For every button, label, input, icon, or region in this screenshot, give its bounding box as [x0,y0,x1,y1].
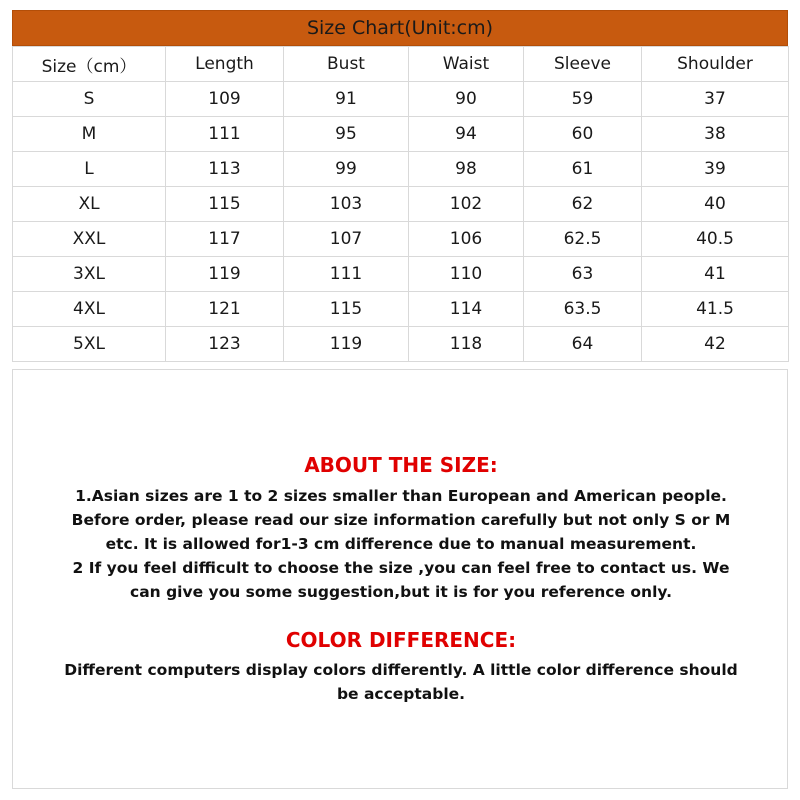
table-cell: 117 [166,222,284,257]
table-row [13,152,789,187]
table-cell: 99 [284,152,409,187]
table-cell: XXL [13,222,166,257]
table-header-row [13,47,789,82]
table-cell: 3XL [13,257,166,292]
table-cell: 37 [642,82,789,117]
about-size-line: 1.Asian sizes are 1 to 2 sizes smaller than European and American people. [75,487,727,505]
table-cell: 40 [642,187,789,222]
table-cell: 62 [524,187,642,222]
size-table [12,46,789,362]
size-chart [12,10,788,362]
table-cell: 115 [284,292,409,327]
table-cell: 61 [524,152,642,187]
about-size-line: can give you some suggestion,but it is for you reference only. [130,583,672,601]
table-cell: 110 [409,257,524,292]
table-cell: 118 [409,327,524,362]
table-cell: 103 [284,187,409,222]
color-difference-heading: COLOR DIFFERENCE: [285,628,517,652]
table-row [13,327,789,362]
table-cell: 41.5 [642,292,789,327]
about-size-line: etc. It is allowed for1-3 cm difference due to manual measurement. [105,535,697,553]
table-cell: S [13,82,166,117]
table-cell: 107 [284,222,409,257]
column-header-bust: Bust [284,47,409,82]
about-size-line: Before order, please read our size information carefully but not only S or M [71,511,731,529]
table-cell: 62.5 [524,222,642,257]
table-cell: 90 [409,82,524,117]
table-cell: 4XL [13,292,166,327]
column-header-sleeve: Sleeve [524,47,642,82]
table-cell: 111 [166,117,284,152]
color-difference-line: be acceptable. [336,685,466,703]
column-header-size: Size（cm） [13,47,166,82]
table-cell: 41 [642,257,789,292]
table-row [13,187,789,222]
column-header-length: Length [166,47,284,82]
column-header-waist: Waist [409,47,524,82]
table-cell: 95 [284,117,409,152]
table-cell: 111 [284,257,409,292]
size-info-panel [12,369,788,789]
table-row [13,257,789,292]
table-row [13,117,789,152]
table-cell: 106 [409,222,524,257]
color-difference-line: Different computers display colors differently. A little color difference should [64,661,738,679]
table-cell: 119 [166,257,284,292]
table-cell: 114 [409,292,524,327]
table-cell: L [13,152,166,187]
table-row [13,222,789,257]
table-cell: 39 [642,152,789,187]
table-cell: 63 [524,257,642,292]
table-cell: M [13,117,166,152]
about-size-line: 2 If you feel difficult to choose the size ,you can feel free to contact us. We [72,559,730,577]
size-chart-title: Size Chart(Unit:cm) [12,10,788,46]
table-cell: 102 [409,187,524,222]
table-cell: 113 [166,152,284,187]
table-cell: 91 [284,82,409,117]
table-cell: 109 [166,82,284,117]
table-row [13,292,789,327]
table-cell: 60 [524,117,642,152]
table-cell: 123 [166,327,284,362]
table-cell: 121 [166,292,284,327]
about-size-heading: ABOUT THE SIZE: [304,453,498,477]
table-cell: 119 [284,327,409,362]
table-row [13,82,789,117]
table-cell: 98 [409,152,524,187]
color-difference-text [13,658,789,706]
table-cell: 115 [166,187,284,222]
table-cell: 40.5 [642,222,789,257]
about-size-text [13,484,789,604]
table-cell: 94 [409,117,524,152]
table-cell: 38 [642,117,789,152]
table-cell: 63.5 [524,292,642,327]
column-header-shoulder: Shoulder [642,47,789,82]
table-cell: 42 [642,327,789,362]
table-cell: 64 [524,327,642,362]
table-cell: 5XL [13,327,166,362]
table-cell: XL [13,187,166,222]
table-cell: 59 [524,82,642,117]
